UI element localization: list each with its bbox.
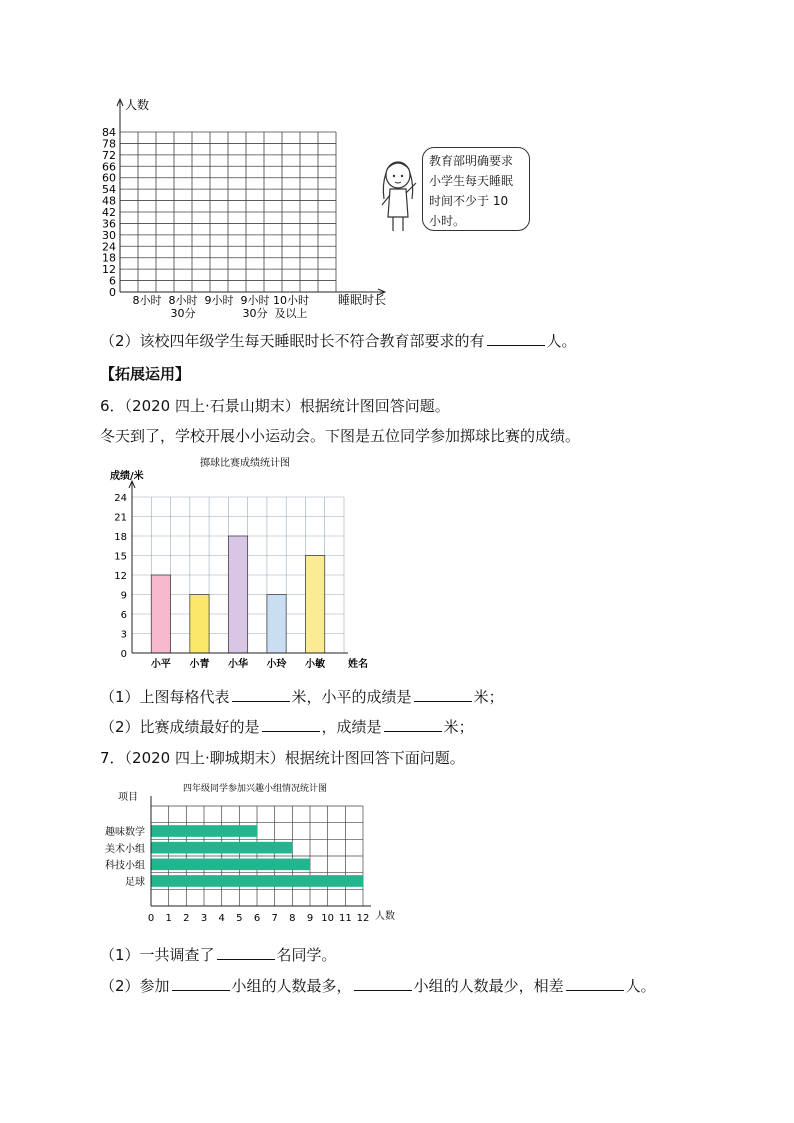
bar — [151, 859, 310, 871]
x-tick-label: 小华 — [228, 659, 248, 670]
y-tick-label: 科技小组 — [105, 860, 145, 872]
x-tick-label: 6 — [253, 913, 261, 924]
x-axis-label: 姓名 — [348, 659, 368, 670]
q6-intro: 冬天到了，学校开展小小运动会。下图是五位同学参加掷球比赛的成绩。 — [100, 427, 581, 445]
x-tick-label: 10小时 — [273, 294, 309, 307]
y-tick-label: 84 — [102, 126, 116, 139]
x-tick-label: 小平 — [150, 659, 171, 670]
y-tick-label: 18 — [114, 532, 127, 543]
y-axis-label: 项目 — [118, 792, 138, 803]
bar — [151, 842, 292, 854]
y-axis-label: 人数 — [125, 98, 150, 112]
y-tick-label: 9 — [120, 590, 127, 602]
x-tick-label: 2 — [183, 913, 190, 924]
x-tick-label: 9 — [306, 913, 314, 924]
speech-bubble: 教育部明确要求 小学生每天睡眠 时间不少于 10 小时。 — [422, 147, 530, 231]
answer-blank[interactable] — [384, 717, 442, 732]
answer-blank[interactable] — [566, 976, 624, 991]
y-tick-label: 趣味数学 — [105, 827, 145, 839]
girl-illustration — [376, 155, 422, 235]
answer-blank[interactable] — [414, 687, 472, 702]
answer-blank[interactable] — [172, 976, 230, 991]
bar — [151, 575, 170, 653]
q7-part2: （2）参加 小组的人数最多， 小组的人数最少，相差 人。 — [100, 977, 656, 995]
x-tick-label: 小青 — [189, 659, 210, 670]
y-tick-label: 12 — [114, 571, 127, 582]
answer-blank[interactable] — [262, 717, 320, 732]
y-tick-label: 60 — [102, 171, 116, 185]
y-tick-label: 21 — [114, 512, 127, 524]
y-tick-label: 30 — [102, 228, 116, 242]
bar — [267, 595, 286, 654]
x-tick-label: 7 — [271, 913, 278, 924]
q7-part1: （1）一共调查了 名同学。 — [100, 946, 337, 964]
x-tick-label: 3 — [200, 913, 208, 924]
y-tick-label: 24 — [102, 240, 116, 254]
bar — [190, 595, 209, 654]
x-tick-label: 8小时 — [168, 294, 198, 307]
interest-groups-chart — [100, 778, 410, 930]
bar — [151, 875, 363, 887]
x-tick-label: 9小时 — [240, 294, 270, 307]
y-tick-label: 6 — [109, 274, 116, 288]
x-tick-label: 小敏 — [305, 659, 326, 670]
y-tick-label: 18 — [102, 251, 116, 265]
bar — [228, 536, 247, 653]
x-tick-label: 5 — [236, 913, 243, 924]
q5-part2: （2）该校四年级学生每天睡眠时长不符合教育部要求的有 人。 — [100, 332, 577, 350]
chart-title: 四年级同学参加兴趣小组情况统计图 — [182, 784, 328, 794]
y-tick-label: 0 — [109, 286, 116, 299]
y-tick-label: 6 — [120, 610, 127, 621]
x-tick-label: 小玲 — [266, 659, 287, 670]
y-tick-label: 0 — [120, 649, 127, 660]
x-tick-label: 9小时 — [204, 294, 234, 307]
y-axis-label: 成绩/米 — [110, 471, 144, 482]
sleep-duration-empty-chart — [95, 95, 395, 325]
x-tick-label: 30分 — [242, 307, 268, 320]
x-tick-label: 8小时 — [132, 294, 162, 307]
y-tick-label: 3 — [120, 629, 127, 641]
answer-blank[interactable] — [217, 945, 275, 960]
bar — [305, 556, 324, 654]
x-tick-label: 1 — [165, 913, 172, 924]
answer-blank[interactable] — [354, 976, 412, 991]
answer-blank[interactable] — [232, 687, 290, 702]
x-tick-label: 4 — [218, 913, 225, 924]
y-tick-label: 12 — [102, 263, 116, 277]
x-tick-label: 及以上 — [274, 307, 308, 320]
y-tick-label: 54 — [102, 183, 116, 197]
y-tick-label: 78 — [102, 137, 116, 151]
x-axis-label: 睡眠时长 — [338, 293, 387, 307]
throwing-scores-chart — [110, 452, 380, 677]
y-tick-label: 足球 — [125, 877, 145, 889]
y-tick-label: 36 — [102, 217, 116, 231]
section-title: 【拓展运用】 — [100, 365, 191, 383]
y-tick-label: 15 — [114, 551, 127, 563]
y-tick-label: 48 — [102, 194, 116, 208]
x-tick-label: 0 — [147, 913, 155, 924]
chart-title: 掷球比赛成绩统计图 — [200, 458, 290, 469]
x-tick-label: 8 — [289, 913, 296, 924]
q7-heading: 7．（2020 四上·聊城期末）根据统计图回答下面问题。 — [100, 749, 465, 767]
q6-part1: （1）上图每格代表 米，小平的成绩是 米； — [100, 688, 504, 706]
y-tick-label: 72 — [102, 148, 116, 162]
q6-heading: 6．（2020 四上·石景山期末）根据统计图回答问题。 — [100, 397, 450, 415]
y-tick-label: 66 — [102, 160, 116, 174]
x-tick-label: 30分 — [170, 307, 196, 320]
answer-blank[interactable] — [487, 331, 545, 346]
x-tick-label: 11 — [338, 913, 352, 924]
x-tick-label: 10 — [321, 913, 335, 924]
y-tick-label: 美术小组 — [105, 843, 145, 855]
q6-part2: （2）比赛成绩最好的是 ，成绩是 米； — [100, 718, 474, 736]
x-tick-label: 12 — [356, 913, 370, 924]
y-tick-label: 42 — [102, 206, 116, 219]
y-tick-label: 24 — [114, 493, 127, 504]
bar — [151, 825, 257, 837]
x-axis-label: 人数 — [375, 911, 395, 922]
